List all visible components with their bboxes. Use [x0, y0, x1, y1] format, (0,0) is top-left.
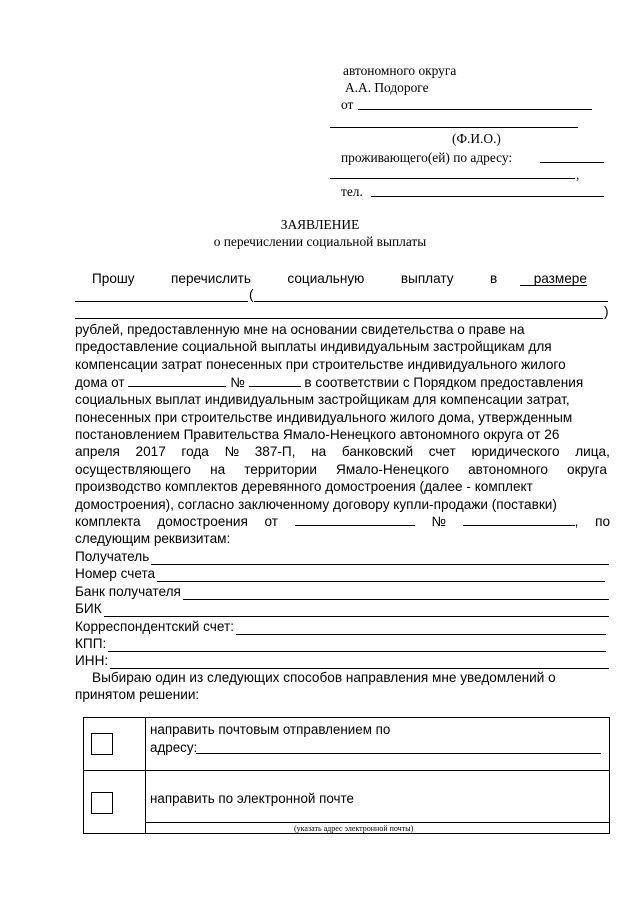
field-line[interactable]	[157, 569, 605, 582]
word: осуществляющего	[75, 462, 191, 477]
word: размере	[533, 271, 587, 286]
header-from-line-2[interactable]	[330, 127, 578, 128]
field-line[interactable]	[236, 622, 606, 635]
field-label: ИНН:	[75, 653, 109, 668]
field-label: Корреспондентский счет:	[75, 619, 235, 634]
word: Ямало-Ненецкого	[336, 462, 450, 477]
word: №	[431, 514, 446, 529]
mail-address-line[interactable]	[196, 753, 601, 754]
field-bik[interactable]	[75, 601, 609, 617]
amount-line-2[interactable]	[75, 301, 248, 302]
certificate-number-line[interactable]	[249, 375, 301, 387]
body-line-7	[75, 375, 583, 391]
word: в соответствии с Порядком предоставления	[304, 375, 584, 390]
header-address-label: проживающего(ей) по адресу:	[341, 150, 513, 165]
word: 387-П,	[254, 444, 296, 459]
contract-date-line[interactable]	[295, 514, 415, 526]
word: года	[181, 444, 209, 459]
header-address-comma: ,	[576, 167, 580, 182]
amount-words-line[interactable]	[254, 301, 608, 302]
header-recipient-region: автономного округа	[343, 63, 457, 78]
word: округа	[567, 462, 607, 477]
field-line[interactable]	[108, 639, 606, 652]
mail-option-checkbox[interactable]	[91, 733, 113, 755]
field-account-number[interactable]	[75, 566, 605, 582]
field-label: Номер счета	[75, 566, 156, 581]
amount-words-line-2[interactable]	[75, 318, 603, 319]
word: на	[210, 462, 226, 477]
word: по	[595, 514, 610, 529]
word: социальную	[287, 271, 365, 286]
word: счет	[428, 444, 456, 459]
word: на	[311, 444, 327, 459]
body-line-9: понесенных при строительстве индивидуального жилого дома, утвержденным	[75, 410, 573, 425]
field-label: КПП:	[75, 636, 107, 651]
word: юридического	[471, 444, 560, 459]
header-address-line-2[interactable]	[330, 178, 575, 179]
body-line-13: производство комплектов деревянного домостроения (далее - комплект	[75, 479, 533, 494]
word: №	[230, 375, 245, 390]
table-divider	[145, 718, 146, 833]
field-label: Банк получателя	[75, 584, 181, 599]
word: 2017	[135, 444, 166, 459]
fio-hint: (Ф.И.О.)	[452, 131, 501, 146]
notice-line-2: принятом решении:	[75, 687, 200, 702]
field-recipient[interactable]	[75, 549, 609, 565]
word: в	[490, 271, 498, 286]
word: от	[264, 514, 279, 529]
body-line-4: рублей, предоставленную мне на основании свидетельства о праве на	[75, 322, 525, 337]
body-line-5: предоставление социальной выплаты индивидуальным застройщикам для	[75, 339, 552, 354]
body-line-15	[75, 514, 610, 530]
email-hint: (указать адрес электронной почты)	[294, 824, 414, 833]
word: Прошу	[92, 271, 135, 286]
email-option-checkbox[interactable]	[91, 792, 113, 814]
header-phone-label: тел.	[341, 184, 363, 199]
amount-words-open: (	[249, 287, 254, 302]
notification-options-table	[83, 717, 610, 834]
field-line[interactable]	[183, 587, 609, 600]
field-line[interactable]	[104, 604, 609, 617]
word: выплату	[400, 271, 454, 286]
field-corr-account[interactable]	[75, 619, 606, 635]
word: апреля	[75, 444, 120, 459]
amount-words-close: )	[604, 304, 609, 319]
word: дома от	[75, 375, 125, 390]
body-line-12	[75, 462, 607, 478]
body-line-11	[75, 444, 610, 460]
field-line[interactable]	[151, 552, 609, 565]
field-kpp[interactable]	[75, 636, 606, 652]
header-from-label: от	[341, 97, 354, 112]
email-option-label: направить по электронной почте	[150, 791, 354, 806]
word: банковский	[341, 444, 414, 459]
word: территории	[244, 462, 317, 477]
field-line[interactable]	[110, 656, 609, 669]
header-phone-line[interactable]	[371, 196, 604, 197]
amount-line[interactable]	[520, 285, 587, 286]
body-line-1	[92, 271, 587, 287]
body-line-6: компенсации затрат понесенных при строительстве индивидуального жилого	[75, 357, 566, 372]
body-line-8: социальных выплат индивидуальным застройщикам для компенсации затрат,	[75, 392, 570, 407]
table-divider	[84, 770, 609, 771]
body-line-10: постановлением Правительства Ямало-Ненецкого автономного округа от 26	[75, 427, 560, 442]
body-line-16: следующим реквизитам:	[75, 531, 231, 546]
field-label: БИК	[75, 601, 102, 616]
word: домостроения	[157, 514, 248, 529]
table-divider	[145, 822, 609, 823]
word: комплекта	[75, 514, 141, 529]
contract-number-line[interactable]	[463, 514, 575, 526]
contract-number-group	[463, 514, 579, 530]
mail-option-address-label: адресу:	[150, 740, 198, 755]
field-label: Получатель	[75, 549, 150, 564]
document-subtitle: о перечислении социальной выплаты	[213, 234, 427, 249]
header-from-line[interactable]	[358, 109, 592, 110]
document-title: ЗАЯВЛЕНИЕ	[280, 217, 360, 232]
word: №	[224, 444, 240, 459]
header-recipient-name: А.А. Подороге	[345, 80, 429, 95]
body-line-14: домостроения), согласно заключенному договору купли-продажи (поставки)	[75, 497, 557, 512]
notice-line-1: Выбираю один из следующих способов направления мне уведомлений о	[92, 670, 556, 685]
certificate-date-line[interactable]	[128, 375, 226, 387]
word: ,	[574, 514, 579, 529]
field-bank[interactable]	[75, 584, 609, 600]
word: перечислить	[171, 271, 251, 286]
word: автономного	[468, 462, 548, 477]
word: лица,	[575, 444, 610, 459]
field-inn[interactable]	[75, 653, 609, 669]
header-address-line[interactable]	[540, 162, 604, 163]
mail-option-label: направить почтовым отправлением по	[150, 722, 391, 737]
